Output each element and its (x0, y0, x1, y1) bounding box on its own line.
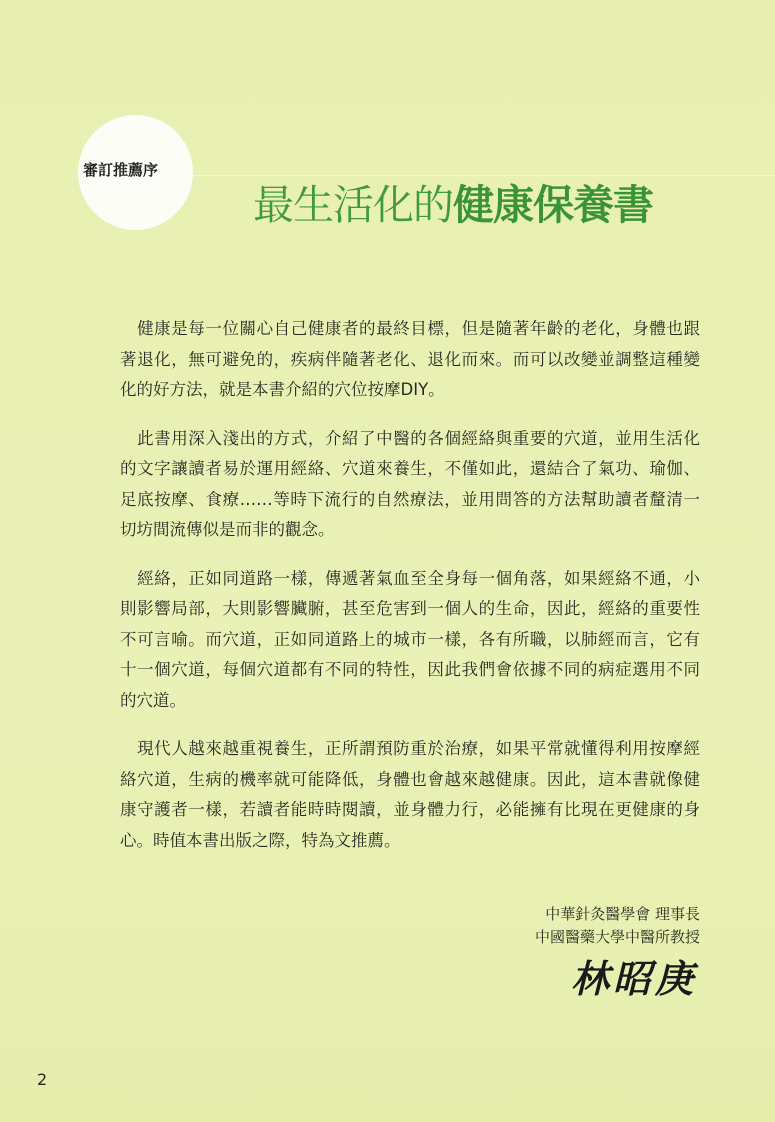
author-signature: 林昭庚 (570, 956, 697, 1001)
author-title-1: 中華針灸醫學會 理事長 (545, 905, 700, 923)
paragraph (120, 564, 700, 717)
paragraph-line: 切坊間流傳似是而非的觀念。 (120, 520, 335, 539)
paragraph-line: 心。時值本書出版之際，特為文推薦。 (120, 830, 401, 850)
paragraph-line: 的文字讓讀者易於運用經絡、穴道來養生，不僅如此，還結合了氣功、瑜伽、 (120, 459, 700, 478)
author-block (535, 903, 700, 949)
title-bold: 健康保養書 (453, 181, 653, 229)
paragraph-line: 絡穴道，生病的機率就可能降低，身體也會越來越健康。因此，這本書就像健 (120, 769, 700, 789)
body-text (120, 314, 700, 874)
section-label: 審訂推薦序 (83, 161, 159, 179)
paragraph (120, 314, 700, 406)
paragraph-line: 經絡，正如同道路一樣，傳遞著氣血至全身每一個角落，如果經絡不通，小 (120, 568, 700, 588)
paragraph (120, 424, 700, 546)
paragraph-line: 的穴道。 (120, 690, 186, 710)
paragraph-line: 化的好方法，就是本書介紹的穴位按摩DIY。 (120, 380, 445, 399)
paragraph-line: 康守護者一樣，若讀者能時時閱讀，並身體力行，必能擁有比現在更健康的身 (120, 800, 700, 819)
paragraph-line: 不可言喻。而穴道，正如同道路上的城市一樣，各有所職，以肺經而言，它有 (120, 629, 700, 649)
section-label-circle (78, 115, 193, 230)
paragraph-line: 現代人越來越重視養生，正所謂預防重於治療，如果平常就懂得利用按摩經 (120, 739, 700, 758)
paragraph-line: 則影響局部，大則影響臟腑，甚至危害到一個人的生命，因此，經絡的重要性 (120, 599, 700, 618)
author-title-2: 中國醫藥大學中醫所教授 (534, 928, 700, 946)
paragraph-line: 足底按摩、食療……等時下流行的自然療法，並用問答的方法幫助讀者釐清一 (120, 489, 700, 509)
paragraph-line: 十一個穴道，每個穴道都有不同的特性，因此我們會依據不同的病症選用不同 (120, 660, 700, 679)
paragraph-line: 此書用深入淺出的方式，介紹了中醫的各個經絡與重要的穴道，並用生活化 (120, 428, 700, 448)
page-title (253, 172, 653, 231)
paragraph-line: 健康是每一位關心自己健康者的最終目標，但是隨著年齡的老化，身體也跟 (120, 319, 700, 338)
page-number: 2 (37, 1070, 48, 1089)
paragraph-line: 著退化，無可避免的，疾病伴隨著老化、退化而來。而可以改變並調整這種變 (120, 349, 700, 369)
paragraph (120, 734, 700, 856)
title-light: 最生活化的 (253, 181, 453, 229)
